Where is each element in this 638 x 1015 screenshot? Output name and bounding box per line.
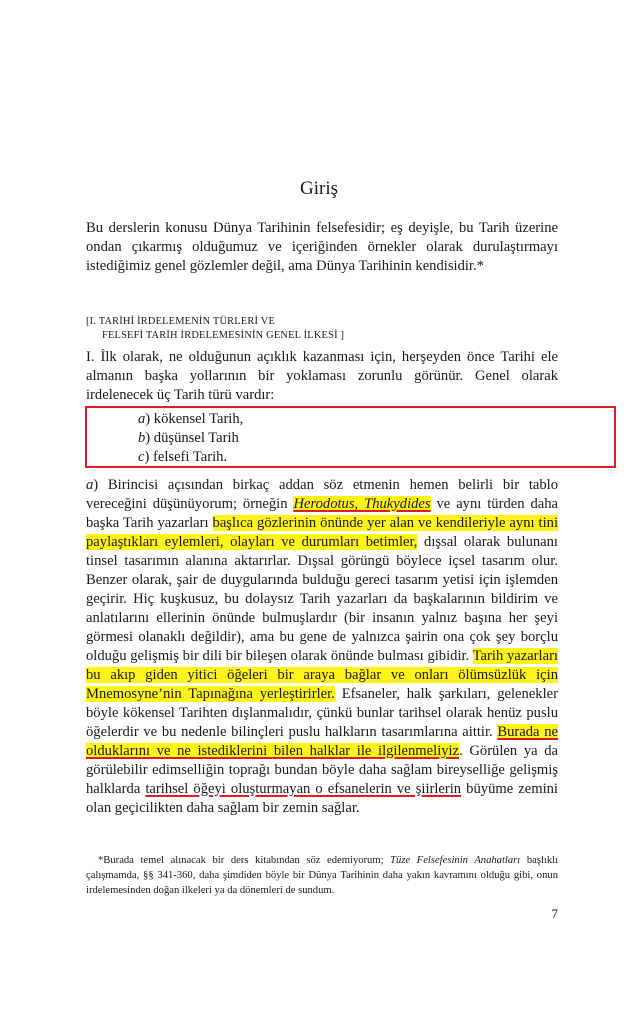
list-item	[138, 448, 243, 467]
history-types-list	[138, 410, 243, 467]
list-marker: b	[138, 430, 146, 446]
footnote	[86, 853, 558, 898]
footnote-text: başlıklı çalışmamda, §§ 341-360, daha şimdiden böyle bir Dünya Tarihinin daha yakın kavramını olduğu gibi, onun irdelemesinden doğan ilkeleri ya da dönemleri de sundum.	[86, 855, 559, 896]
list-item	[138, 429, 243, 448]
list-item-text: ) kökensel Tarih,	[145, 411, 244, 427]
body-text: dışsal olarak bulunanı tinsel tasarımın alanına aktarırlar. Dışsal görüngü böylece içsel tasarım olur. Benzer olarak, şair de duygularında bulduğu gereci tasarım yetisi için işlemden geçirir. Hiç kuşkusuz, bu dolaysız Tarih yazarları da başkalarının bildirim ve anlatılarını ellerinin önünde bulmuşlardır (bir insanın yalnız başına her şeyi görmesi olanaklı değildir), ama bu gene de yalnızca şairin ona çok şey borçlu olduğu gelişmiş bir dili bir bileşen olarak önünde bulması gibidir.	[86, 534, 558, 664]
highlighted-passage: başlıca gözlerinin önünde yer alan ve kendileriyle aynı tini paylaştıkları eylemleri, olayları ve durumları betimler,	[86, 515, 558, 550]
section-heading-line1: [I. TARİHİ İRDELEMENİN TÜRLERİ VE	[86, 316, 276, 327]
footnote-text: *Burada temel alınacak bir ders kitabından söz edemiyorum;	[98, 855, 391, 866]
highlighted-underlined-names: Herodotus, Thukydides	[293, 496, 431, 512]
body-text: ve aynı türden daha başka Tarih yazarları	[86, 496, 559, 531]
types-paragraph: I. İlk olarak, ne olduğunun açıklık kazanması için, herşeyden önce Tarihi ele almanın başka yollarının bir yoklaması zorunlu görünür. Genel olarak irdelenecek üç Tarih türü vardır:	[86, 349, 558, 403]
intro-paragraph: Bu derslerin konusu Dünya Tarihinin felsefesidir; eş deyişle, bu Tarih üzerine ondan çıkarmış olduğumuz ve içeriğinden örnekler olarak durulaştırmayı istediğimiz genel gözlemler değil, ama Dünya Tarihinin kendisidir.*	[86, 220, 558, 274]
list-marker: a	[138, 411, 146, 427]
highlighted-passage: Tarih yazarları bu akıp giden yitici öğeleri bir araya bağlar ve onları ölümsüzlük için Mnemosyne’nin Tapınağına yerleştirirler.	[86, 648, 558, 702]
original-history-paragraph	[86, 476, 558, 818]
footnote-book-title: Tüze Felsefesinin Anahatları	[390, 855, 521, 866]
underlined-passage: tarihsel öğeyi oluşturmayan o efsanelerin ve şiirlerin	[145, 781, 462, 797]
paragraph-marker: a	[86, 477, 94, 493]
list-item-text: ) düşünsel Tarih	[145, 430, 239, 446]
highlighted-underlined-passage: Burada ne olduklarını ve ne istediklerini bilen halklar ile ilgilenmeliyiz	[86, 724, 558, 759]
body-text: büyüme zemini olan geçicilikten daha sağlam bir zemin sağlar.	[86, 781, 558, 816]
section-heading	[86, 315, 558, 343]
body-text: ) Birincisi açısından birkaç addan söz etmenin hemen belirli bir tablo vereceğini düşünüyorum; örneğin	[86, 477, 558, 512]
chapter-title: Giriş	[300, 178, 338, 199]
list-marker: c	[138, 449, 145, 465]
page-number: 7	[551, 906, 558, 921]
section-heading-line2: FELSEFİ TARİH İRDELEMESİNİN GENEL İLKESİ ]	[102, 330, 345, 341]
body-text: . Görülen ya da görülebilir edimselliğin toprağı bundan böyle daha sağlam bireyselliğe gelişmiş halklarda	[86, 743, 558, 797]
list-item	[138, 410, 243, 429]
body-text: Efsaneler, halk şarkıları, gelenekler böyle kökensel Tarihten dışlanmalıdır, çünkü bunlar tarihsel olarak henüz puslu öğelerdir ve bu nedenle bilinçleri puslu halkların tasarımlarına aittir.	[86, 686, 558, 740]
list-item-text: ) felsefi Tarih.	[144, 449, 228, 465]
